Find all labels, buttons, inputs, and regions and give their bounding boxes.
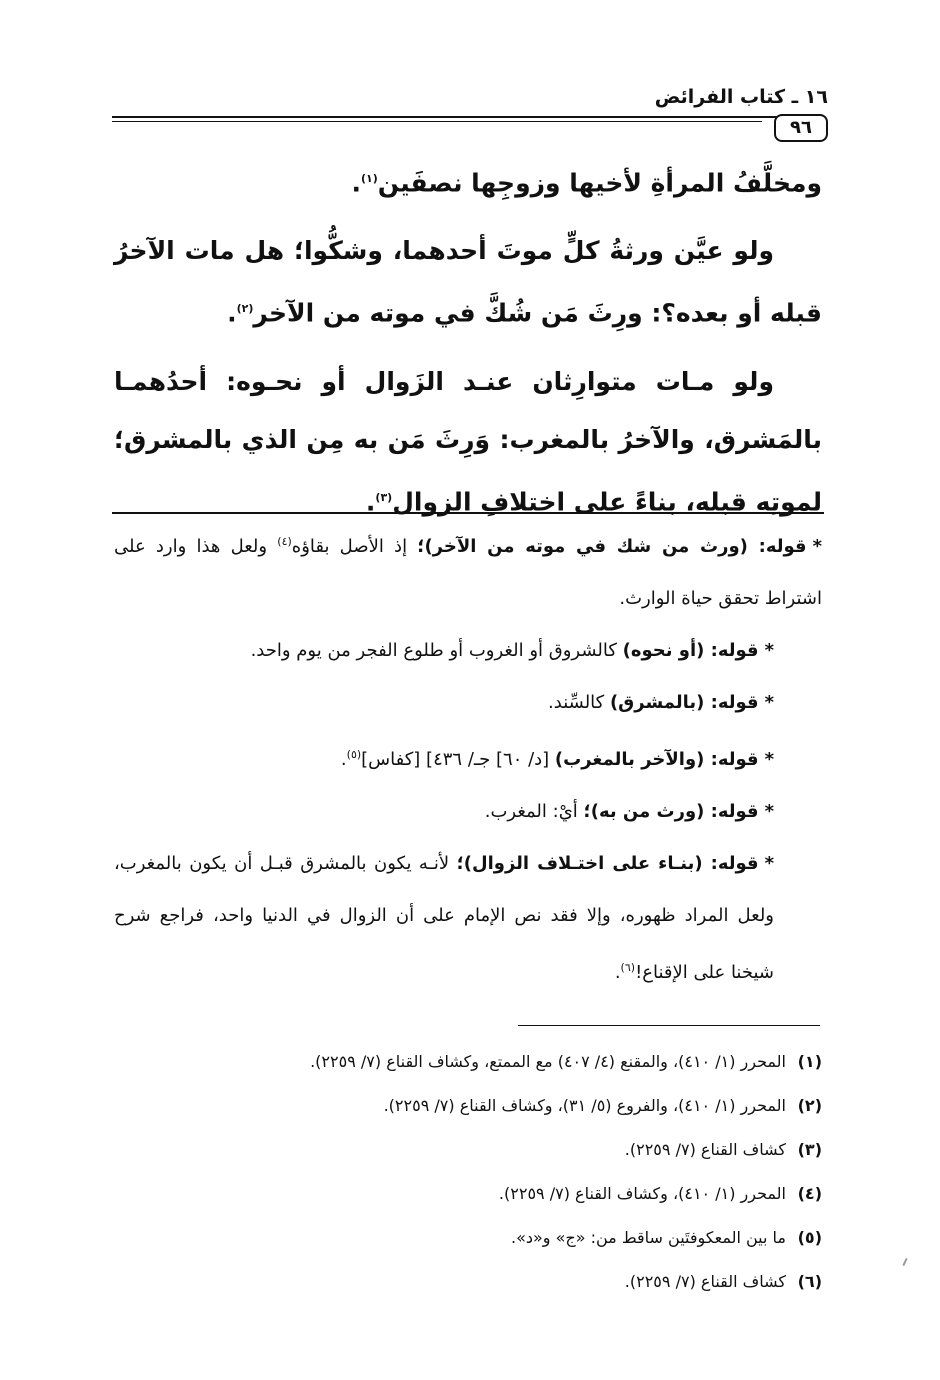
footnote-number: (١)	[797, 1052, 822, 1071]
footnote-text: المحرر (١/ ٤١٠)، والفروع (٥/ ٣١)، وكشاف القناع (٧/ ٢٢٥٩).	[383, 1096, 786, 1115]
note-text-tail: .	[340, 749, 347, 770]
footnote-text: كشاف القناع (٧/ ٢٢٥٩).	[624, 1140, 786, 1159]
note-quote: قوله: (ورث من به)؛	[583, 801, 759, 822]
main-paragraph-1: ومخلَّفُ المرأةِ لأخيها وزوجِها نصفَين$^{(١)}$.	[351, 168, 822, 198]
header-rule	[112, 116, 820, 118]
main-text	[114, 150, 822, 531]
footnote-item	[114, 1128, 822, 1172]
note-quote: قوله: (ورث من شك في موته من الآخر)؛	[417, 536, 807, 557]
main-paragraph-2-text: ولو عيَّن ورثةُ كلٍّ موتَ أحدهما، وشكُّوا؛ هل مات الآخرُ قبله أو بعده؟: ورِثَ مَن شُكَّ في موته من الآخر	[114, 236, 822, 328]
note-quote: قوله: (بالمشرق)	[609, 692, 759, 713]
note-star-marker: *	[764, 640, 774, 661]
footnote-ref: (١)	[360, 172, 378, 185]
note-text: كالشروق أو الغروب أو طلوع الفجر من يوم واحد.	[250, 640, 623, 661]
footnote-item	[114, 1040, 822, 1084]
footnote-text: المحرر (١/ ٤١٠)، والمقنع (٤/ ٤٠٧) مع الممتع، وكشاف القناع (٧/ ٢٢٥٩).	[310, 1052, 786, 1071]
main-paragraph-1-text: ومخلَّفُ المرأةِ لأخيها وزوجِها نصفَين	[377, 168, 822, 198]
note-star-marker: *	[764, 749, 774, 770]
note-star-marker: *	[764, 801, 774, 822]
commentary-note	[114, 838, 822, 999]
note-star-marker: *	[812, 536, 822, 557]
footnote-ref: (٦)	[620, 961, 636, 974]
footnote-ref: (٤)	[277, 535, 292, 548]
note-text-tail: ولعل هذا وارد على اشتراط تحقق حياة الوارث.	[114, 536, 822, 609]
footnote-number: (٦)	[797, 1272, 822, 1291]
footnote-item	[114, 1172, 822, 1216]
footnote-rule	[518, 1025, 820, 1026]
footnote-number: (٣)	[797, 1140, 822, 1159]
commentary-note	[114, 786, 822, 838]
footnote-item	[114, 1216, 822, 1260]
page-number-box: ٩٦	[774, 114, 828, 142]
note-star-marker: *	[764, 692, 774, 713]
note-text: [د/ ٦٠] جـ/ ٤٣٦] [كفاس]	[361, 749, 555, 770]
running-header-title: ١٦ ـ كتاب الفرائض	[654, 86, 828, 108]
note-star-marker: *	[764, 853, 774, 874]
footnote-number: (٤)	[797, 1184, 822, 1203]
note-text: كالسِّند.	[548, 692, 610, 713]
note-quote: قوله: (أو نحوه)	[622, 640, 759, 661]
main-paragraph-2: ولو عيَّن ورثةُ كلٍّ موتَ أحدهما، وشكُّوا؛ هل مات الآخرُ قبله أو بعده؟: ورِثَ مَن شُكَّ في موته من الآخر$^{(٢)}$.	[114, 236, 822, 328]
commentary-note	[114, 729, 822, 786]
commentary-note	[114, 516, 822, 625]
header-rule-thin	[112, 121, 762, 122]
footnote-item	[114, 1084, 822, 1128]
footnote-ref: (٣)	[375, 490, 393, 504]
footnote-text: المحرر (١/ ٤١٠)، وكشاف القناع (٧/ ٢٢٥٩).	[498, 1184, 786, 1203]
footnote-text: ما بين المعكوفتَين ساقط من: «ج» و«د».	[511, 1228, 786, 1247]
footnote-text: كشاف القناع (٧/ ٢٢٥٩).	[624, 1272, 786, 1291]
footnote-number: (٥)	[797, 1228, 822, 1247]
commentary-separator	[112, 512, 824, 514]
commentary-notes	[114, 516, 822, 999]
scan-mark	[902, 1258, 907, 1266]
main-paragraph-3-text: ولو مـات متوارِثان عنـد الزَوال أو نحـوه: أحدُهمـا بالمَشرق، والآخرُ بالمغرب: وَرِثَ مَن به مِن الذي بالمشرق؛ لموتِه قبله، بناءً على اختلافِ الزوال	[114, 366, 822, 516]
note-text: إذ الأصل بقاؤه	[291, 536, 418, 557]
footnotes	[114, 1040, 822, 1304]
footnote-ref: (٥)	[346, 748, 362, 761]
note-quote: قوله: (بنـاء على اختـلاف الزوال)؛	[456, 853, 759, 874]
commentary-note	[114, 677, 822, 729]
footnote-number: (٢)	[797, 1096, 822, 1115]
note-text: لأنـه يكون بالمشرق قبـل أن يكون بالمغرب، ولعل المراد ظهوره، وإلا فقد نص الإمام على أن الزوال في الدنيا واحد، فراجع شرح شيخنا على الإقناع!	[114, 853, 774, 983]
note-quote: قوله: (والآخر بالمغرب)	[554, 749, 759, 770]
note-text-tail: .	[614, 962, 621, 983]
commentary-note	[114, 625, 822, 677]
footnote-item	[114, 1260, 822, 1304]
note-text: أيْ: المغرب.	[484, 801, 584, 822]
main-paragraph-3: ولو مـات متوارِثان عنـد الزَوال أو نحـوه: أحدُهمـا بالمَشرق، والآخرُ بالمغرب: وَرِثَ مَن به مِن الذي بالمشرق؛ لموتِه قبله، بناءً على اختلافِ الزوال$^{(٣)}$.	[114, 366, 822, 516]
footnote-ref: (٢)	[236, 302, 254, 316]
